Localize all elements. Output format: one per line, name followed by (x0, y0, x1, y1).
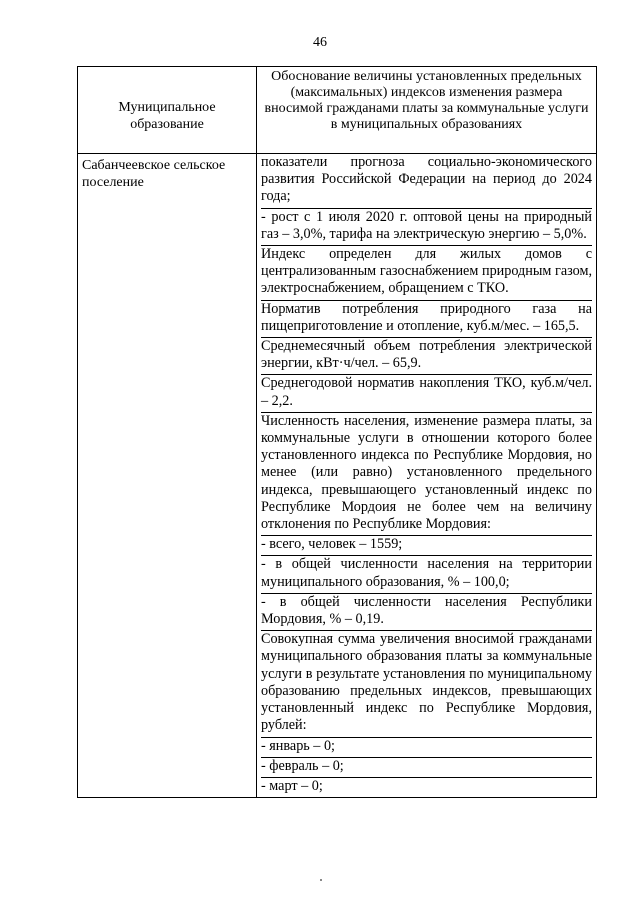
paragraph: - всего, человек – 1559; (261, 536, 592, 556)
paragraph: Индекс определен для жилых домов с централизованным газоснабжением природным газом, электроснабжением, обращением с ТКО. (261, 246, 592, 301)
table-row (78, 154, 597, 798)
paragraph: - в общей численности населения на территории муниципального образования, % – 100,0; (261, 556, 592, 593)
paragraph: - март – 0; (261, 777, 323, 794)
paragraph: показатели прогноза социально-экономического развития Российской Федерации на период до 2024 года; (261, 154, 592, 209)
paragraph: - в общей численности населения Республики Мордовия, % – 0,19. (261, 594, 592, 631)
paragraph: Норматив потребления природного газа на пищеприготовление и отопление, куб.м/мес. – 165,5. (261, 301, 592, 338)
paragraph: Среднегодовой норматив накопления ТКО, куб.м/чел. – 2,2. (261, 375, 592, 412)
municipality-name: Сабанчеевское сельское поселение (82, 158, 226, 190)
municipality-cell (78, 154, 257, 798)
justification-cell (257, 154, 597, 798)
header-justification-cell (257, 67, 597, 154)
paragraph: - январь – 0; (261, 738, 592, 758)
paragraph: Среднемесячный объем потребления электрической энергии, кВт·ч/чел. – 65,9. (261, 338, 592, 375)
header-municipality-cell (78, 67, 257, 154)
paragraph: - рост с 1 июля 2020 г. оптовой цены на природный газ – 3,0%, тарифа на электрическую энергию – 5,0%. (261, 209, 592, 246)
header-municipality-label: Муниципальное образование (118, 100, 216, 132)
table-header-row (78, 67, 597, 154)
scan-speck (320, 879, 322, 881)
paragraph: Совокупная сумма увеличения вносимой гражданами муниципального образования платы за коммунальные услуги в результате установления по муниципальному образованию предельных индексов, превышающих установленный индекс по Республике Мордовия, рублей: (261, 631, 592, 737)
header-justification-label: Обоснование величины установленных предельных (максимальных) индексов изменения размера вносимой гражданами платы за коммунальные услуги в муниципальных образованиях (264, 69, 589, 132)
paragraph: - февраль – 0; (261, 758, 592, 778)
page-number: 46 (313, 35, 327, 50)
paragraph: Численность населения, изменение размера платы, за коммунальные услуги в отношении которого более установленного индекса по Республике Мордовия, но менее (или равно) установленного предельного индекса, превышающего установленный индекс по Республике Мордоия не более чем на величину отклонения по Республике Мордовия: (261, 413, 592, 536)
justification-table (77, 66, 597, 798)
